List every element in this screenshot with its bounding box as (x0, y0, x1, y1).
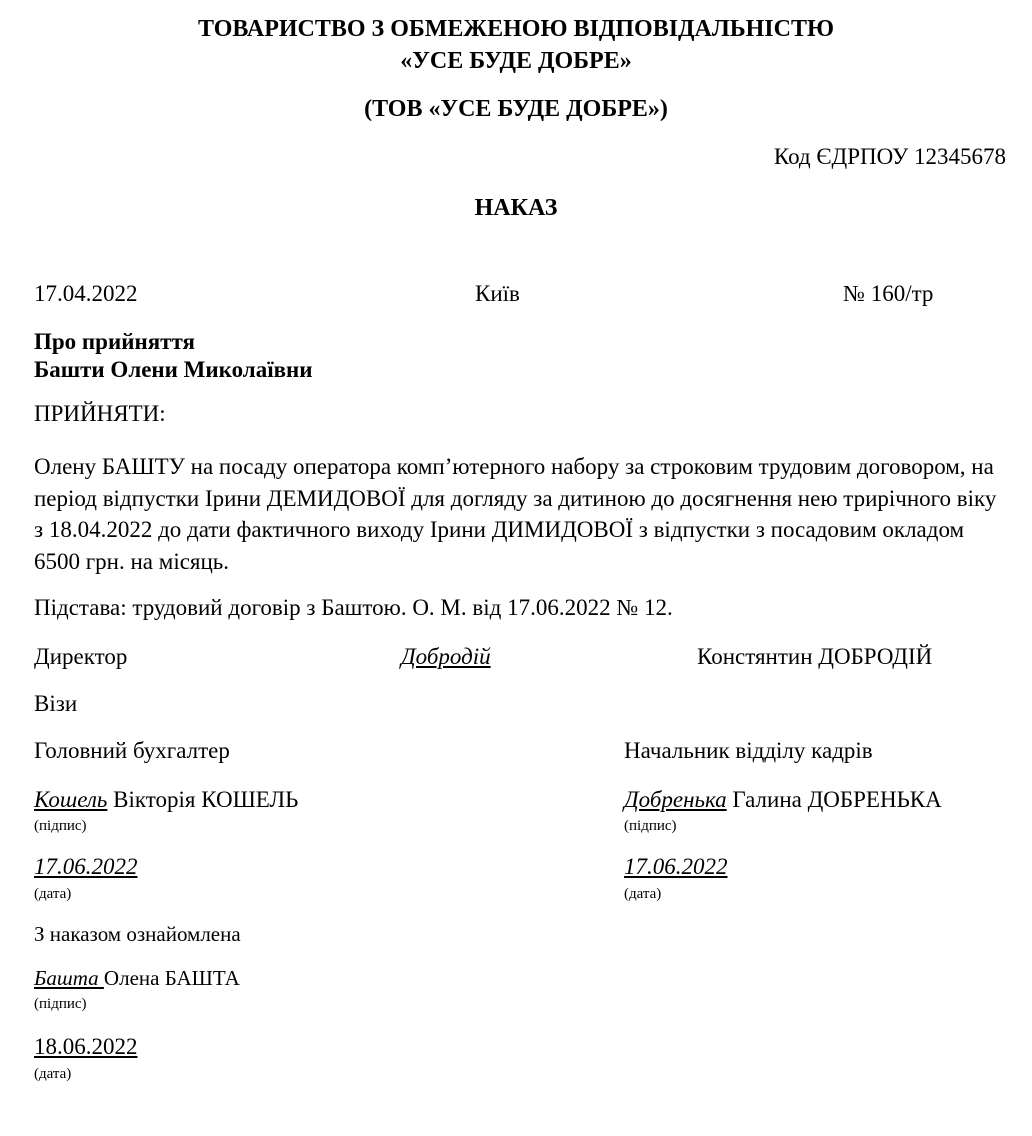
subject-line2: Башти Олени Миколаївни (34, 357, 313, 382)
org-name-line1: ТОВАРИСТВО З ОБМЕЖЕНОЮ ВІДПОВІДАЛЬНІСТЮ (198, 16, 834, 42)
accountant-sign-caption: (підпис) (34, 818, 87, 834)
hr-head-signature: Добренька (624, 787, 727, 812)
employee-date: 18.06.2022 (34, 1034, 138, 1059)
employee-name: Олена БАШТА (103, 966, 240, 990)
accountant-signature-line (34, 786, 298, 813)
order-verb: ПРИЙНЯТИ: (34, 401, 166, 426)
director-position: Директор (34, 644, 128, 669)
accountant-date-caption: (дата) (34, 886, 72, 902)
visas-label: Візи (34, 691, 78, 716)
org-short-name: (ТОВ «УСЕ БУДЕ ДОБРЕ») (364, 96, 668, 122)
basis-line: Підстава: трудовий договір з Баштою. О. М. від 17.06.2022 № 12. (34, 595, 673, 620)
employee-sign-caption: (підпис) (34, 996, 87, 1012)
order-city: Київ (475, 281, 520, 306)
hr-head-sign-caption: (підпис) (624, 818, 677, 834)
accountant-date: 17.06.2022 (34, 854, 138, 879)
hr-head-date-caption: (дата) (624, 886, 662, 902)
accountant-name: Вікторія КОШЕЛЬ (107, 787, 299, 812)
document-title: НАКАЗ (474, 195, 558, 221)
director-signature: Добродій (401, 644, 491, 669)
hr-head-signature-line (624, 786, 942, 813)
hr-head-position: Начальник відділу кадрів (624, 738, 873, 763)
hr-head-name: Галина ДОБРЕНЬКА (726, 787, 942, 812)
accountant-signature: Кошель (34, 787, 108, 812)
hr-head-date: 17.06.2022 (624, 854, 728, 879)
main-paragraph: Олену БАШТУ на посаду оператора комп’ютерного набору за строковим трудовим договором, на період відпустки Ірини ДЕМИДОВОЇ для догляду за дитиною до досягнення нею трирічного віку з 18.04.2022 до дати фактичного виходу Ірини ДИМИДОВОЇ з відпустки з посадовим окладом 6500 грн. на місяць. (34, 454, 997, 574)
org-name-line2: «УСЕ БУДЕ ДОБРЕ» (400, 48, 632, 74)
accountant-position: Головний бухгалтер (34, 738, 230, 763)
employee-signature: Башта (34, 966, 104, 990)
edrpou-code: Код ЄДРПОУ 12345678 (773, 144, 1006, 169)
acknowledgement-label: З наказом ознайомлена (34, 922, 241, 946)
order-date: 17.04.2022 (34, 281, 138, 306)
director-name: Констянтин ДОБРОДІЙ (697, 644, 933, 669)
employee-date-caption: (дата) (34, 1066, 72, 1082)
acknowledgement-signature-line (34, 966, 240, 991)
subject-line1: Про прийняття (34, 329, 195, 354)
order-number: № 160/тр (843, 281, 934, 306)
